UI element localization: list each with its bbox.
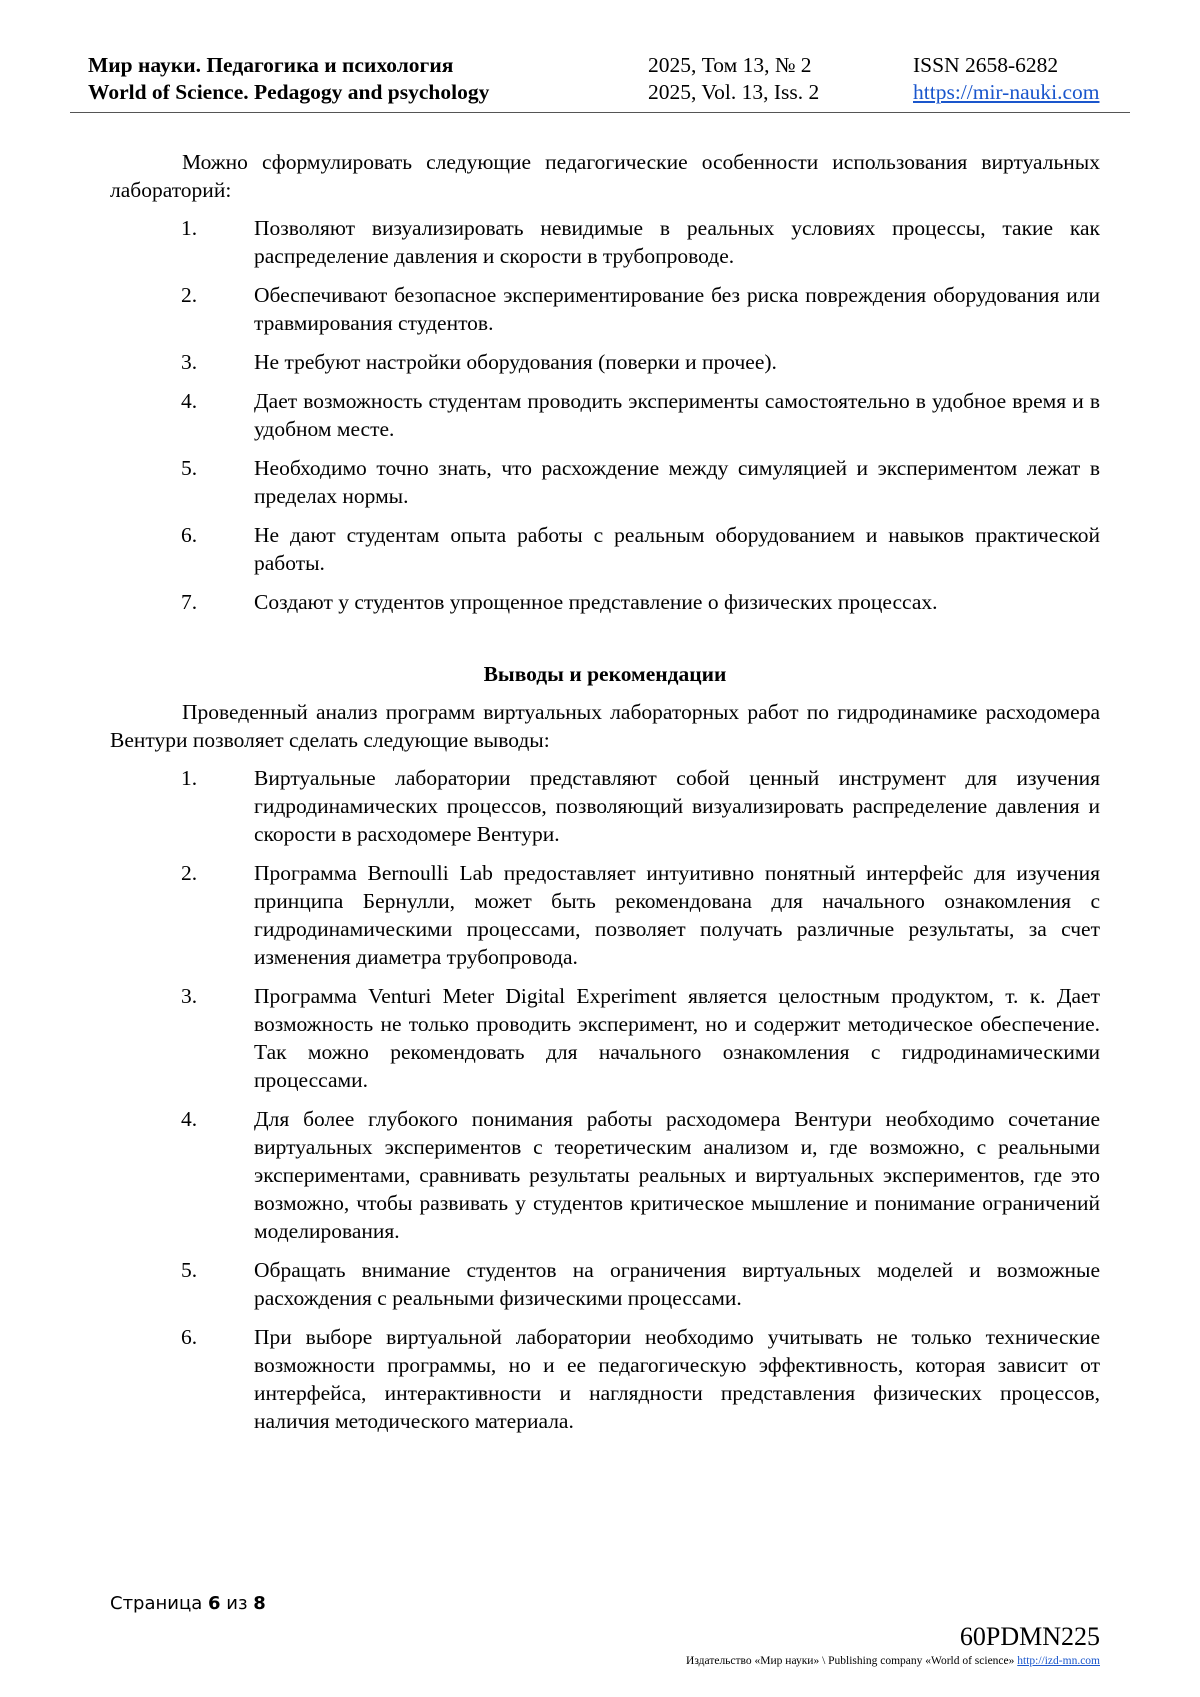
section-heading: Выводы и рекомендации (483, 662, 727, 686)
list-item-text: Обеспечивают безопасное экспериментирование без риска повреждения оборудования или травмирования студентов. (254, 283, 1100, 335)
article-body (110, 148, 1100, 1446)
section2-intro: Проведенный анализ программ виртуальных лабораторных работ по гидродинамике расходомера Вентури позволяет сделать следующие выводы: (110, 700, 1100, 752)
conclusions-list (110, 764, 1100, 1435)
list-item (110, 1323, 1100, 1435)
list-item-number: 5. (181, 1258, 198, 1282)
list-item-number: 6. (181, 1325, 198, 1349)
list-item-number: 1. (181, 766, 198, 790)
page-middle: из (226, 1593, 248, 1614)
list-item-text: Виртуальные лаборатории представляют собой ценный инструмент для изучения гидродинамических процессов, позволяющий визуализировать распределение давления и скорости в расходомере Вентури. (254, 766, 1100, 846)
section1-intro: Можно сформулировать следующие педагогические особенности использования виртуальных лабораторий: (110, 150, 1100, 202)
list-item (110, 214, 1100, 270)
journal-url-link[interactable]: https://mir-nauki.com (913, 80, 1100, 104)
list-item (110, 454, 1100, 510)
list-item (110, 1256, 1100, 1312)
list-item-text: Необходимо точно знать, что расхождение между симуляцией и экспериментом лежат в пределах нормы. (254, 456, 1100, 508)
journal-title-en: World of Science. Pedagogy and psychology (88, 80, 490, 104)
list-item (110, 281, 1100, 337)
publisher-link[interactable]: http://izd-mn.com (1017, 1655, 1100, 1667)
list-item-number: 2. (181, 283, 198, 307)
list-item-text: Программа Venturi Meter Digital Experiment является целостным продуктом, т. к. Дает возможность не только проводить эксперимент, но и содержит методическое обеспечение. Так можно рекомендовать для начального ознакомления с гидродинамическими процессами. (254, 984, 1100, 1092)
journal-title-ru: Мир науки. Педагогика и психология (88, 53, 454, 77)
page-prefix: Страница (110, 1593, 203, 1614)
page-number (110, 1593, 266, 1614)
issue-en: 2025, Vol. 13, Iss. 2 (648, 80, 820, 104)
list-item-text: Программа Bernoulli Lab предоставляет интуитивно понятный интерфейс для изучения принципа Бернулли, может быть рекомендована для начального ознакомления с гидродинамическими процессами, позволяет получать различные результаты, за счет изменения диаметра трубопровода. (254, 861, 1100, 969)
publisher-line (686, 1655, 1100, 1667)
list-item-number: 7. (181, 590, 198, 614)
list-item-text: Не дают студентам опыта работы с реальным оборудованием и навыков практической работы. (254, 523, 1100, 575)
list-item-number: 4. (181, 389, 198, 413)
list-item (110, 588, 1100, 616)
page-header (88, 52, 1128, 112)
list-item (110, 982, 1100, 1094)
article-code: 60PDMN225 (959, 1622, 1100, 1651)
list-item-number: 3. (181, 350, 198, 374)
issue-ru: 2025, Том 13, № 2 (648, 53, 812, 77)
list-item-number: 4. (181, 1107, 198, 1131)
list-item-text: Позволяют визуализировать невидимые в реальных условиях процессы, такие как распределение давления и скорости в трубопроводе. (254, 216, 1100, 268)
list-item-number: 3. (181, 984, 198, 1008)
list-item (110, 387, 1100, 443)
list-item-text: Дает возможность студентам проводить эксперименты самостоятельно в удобное время и в удобном месте. (254, 389, 1100, 441)
list-item (110, 764, 1100, 848)
list-item (110, 859, 1100, 971)
list-item-text: Не требуют настройки оборудования (поверки и прочее). (254, 350, 777, 374)
publisher-text: Издательство «Мир науки» \ Publishing company «World of science» (686, 1655, 1015, 1667)
list-item-number: 1. (181, 216, 198, 240)
list-item-number: 2. (181, 861, 198, 885)
list-item-text: Создают у студентов упрощенное представление о физических процессах. (254, 590, 938, 614)
list-item-text: Для более глубокого понимания работы расходомера Вентури необходимо сочетание виртуальных экспериментов с теоретическим анализом и, где возможно, с реальными экспериментами, сравнивать результаты реальных и виртуальных экспериментов, где это возможно, чтобы развивать у студентов критическое мышление и понимание ограничений моделирования. (254, 1107, 1100, 1243)
list-item (110, 1105, 1100, 1245)
journal-title-block (88, 52, 489, 106)
list-item-text: При выборе виртуальной лаборатории необходимо учитывать не только технические возможности программы, но и ее педагогическую эффективность, которая зависит от интерфейса, интерактивности и наглядности представления физических процессов, наличия методического материала. (254, 1325, 1100, 1433)
header-divider (70, 112, 1130, 113)
list-item (110, 521, 1100, 577)
page-current: 6 (208, 1593, 221, 1614)
features-list (110, 214, 1100, 616)
page-total: 8 (253, 1593, 266, 1614)
issn-block (913, 52, 1099, 106)
issn: ISSN 2658-6282 (913, 53, 1059, 77)
list-item-text: Обращать внимание студентов на ограничения виртуальных моделей и возможные расхождения с реальными физическими процессами. (254, 1258, 1100, 1310)
list-item-number: 5. (181, 456, 198, 480)
list-item-number: 6. (181, 523, 198, 547)
issue-block (648, 52, 819, 106)
list-item (110, 348, 1100, 376)
